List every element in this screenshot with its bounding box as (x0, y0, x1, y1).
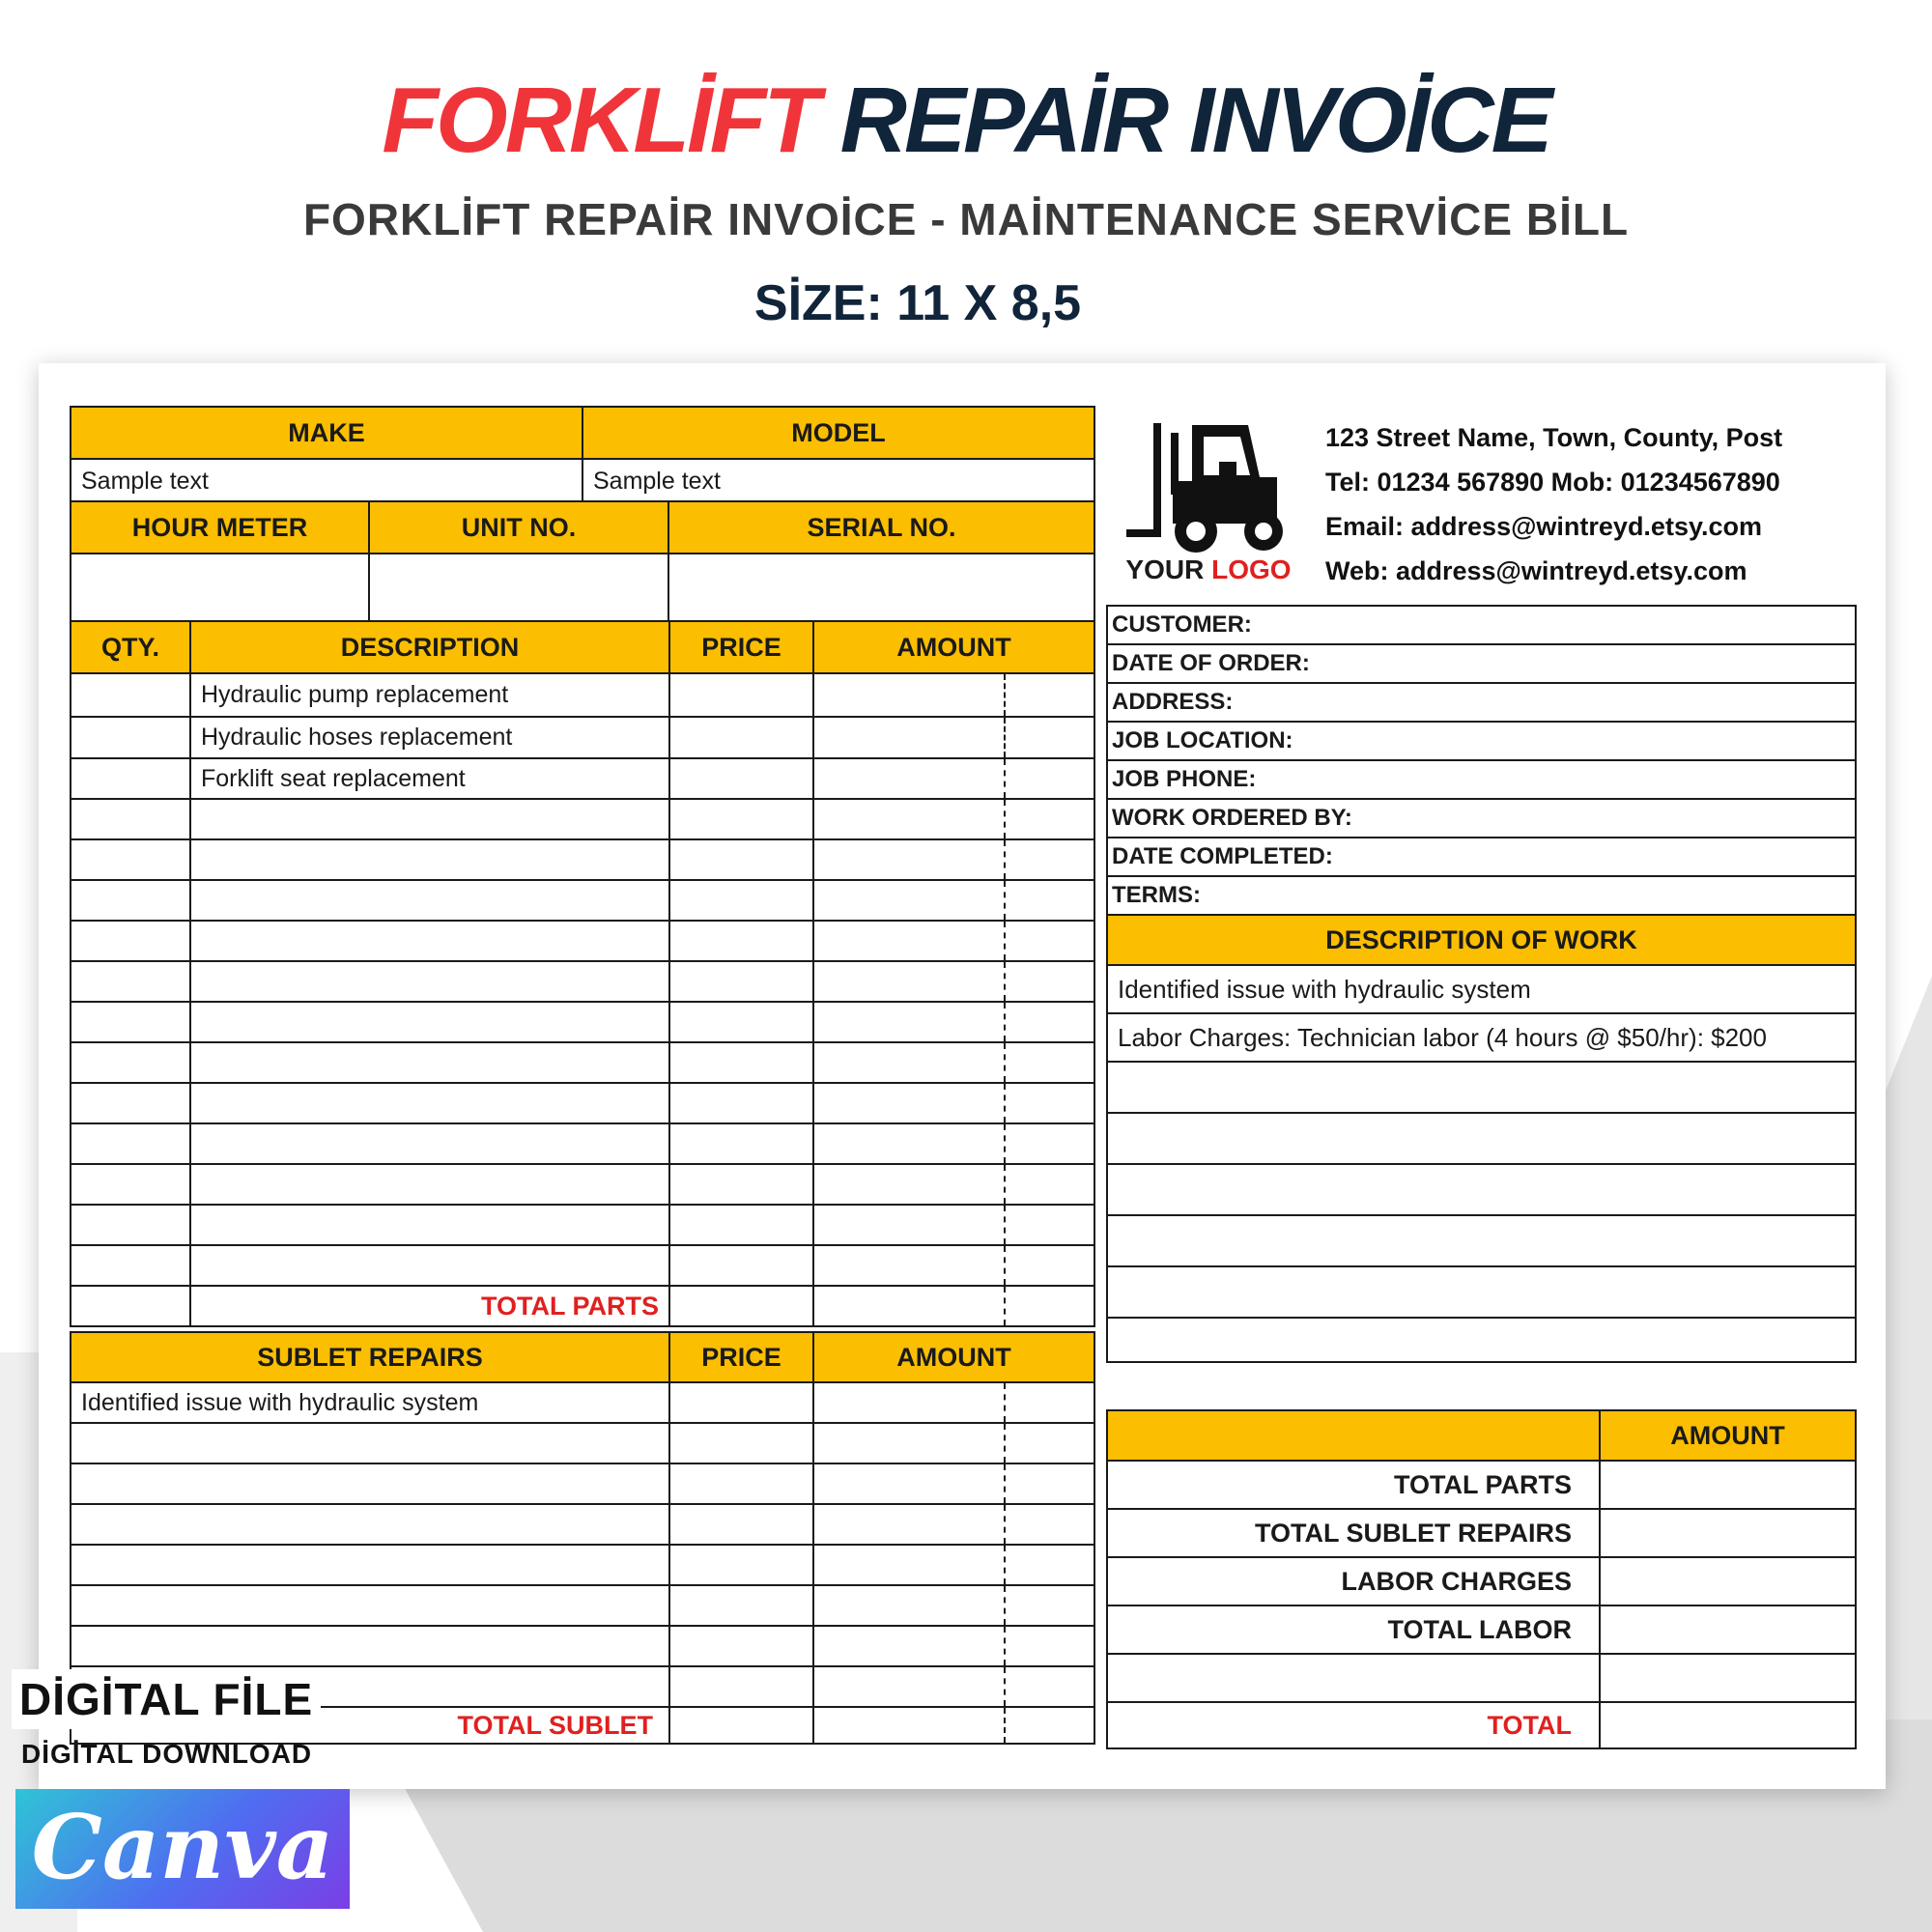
parts-amount-cell[interactable] (813, 673, 1094, 717)
sublet-price-header: PRICE (669, 1332, 813, 1382)
parts-description-cell[interactable] (190, 1205, 669, 1245)
parts-amount-cell[interactable] (813, 880, 1094, 921)
unit-no-header: UNIT NO. (369, 501, 668, 554)
customer-info-row (1107, 838, 1856, 876)
sublet-description-cell[interactable]: Identified issue with hydraulic system (71, 1382, 669, 1423)
parts-row (71, 1164, 1094, 1205)
parts-qty-cell[interactable] (71, 1123, 190, 1164)
parts-row (71, 921, 1094, 961)
work-description-cell[interactable] (1107, 1062, 1856, 1113)
logo-text-dark: YOUR (1125, 554, 1212, 584)
sublet-description-cell[interactable] (71, 1545, 669, 1585)
parts-description-cell[interactable] (190, 961, 669, 1002)
sublet-amount-cell[interactable] (813, 1504, 1094, 1545)
parts-price-cell[interactable] (669, 880, 813, 921)
sublet-row (71, 1626, 1094, 1666)
parts-amount-cell[interactable] (813, 758, 1094, 799)
parts-row (71, 1205, 1094, 1245)
parts-price-cell[interactable] (669, 1123, 813, 1164)
parts-row (71, 1245, 1094, 1286)
summary-row (1107, 1557, 1856, 1605)
contact-web: Web: address@wintreyd.etsy.com (1325, 556, 1747, 585)
sublet-row (71, 1585, 1094, 1626)
parts-price-cell[interactable] (669, 839, 813, 880)
summary-amount-cell[interactable] (1600, 1605, 1856, 1654)
sublet-price-cell[interactable] (669, 1504, 813, 1545)
parts-qty-cell[interactable] (71, 880, 190, 921)
sublet-price-cell[interactable] (669, 1463, 813, 1504)
parts-amount-cell[interactable] (813, 1083, 1094, 1123)
meter-table (70, 500, 1095, 622)
work-row (1107, 1113, 1856, 1164)
canva-badge (15, 1789, 350, 1909)
sublet-amount-cell[interactable] (813, 1626, 1094, 1666)
customer-info-field[interactable]: CUSTOMER: (1107, 606, 1856, 644)
make-header: MAKE (71, 407, 582, 459)
sublet-description-cell[interactable] (71, 1504, 669, 1545)
total-sublet-price-cell[interactable] (669, 1707, 813, 1744)
summary-total-row (1107, 1702, 1856, 1748)
total-parts-amount-cell[interactable] (813, 1286, 1094, 1326)
sublet-amount-cell[interactable] (813, 1463, 1094, 1504)
parts-description-cell[interactable] (190, 880, 669, 921)
parts-qty-cell[interactable] (71, 758, 190, 799)
parts-row (71, 1002, 1094, 1042)
sublet-amount-header: AMOUNT (813, 1332, 1094, 1382)
contact-phone: Tel: 01234 567890 Mob: 01234567890 (1325, 468, 1780, 497)
logo-text-red: LOGO (1211, 554, 1292, 584)
sublet-description-cell[interactable] (71, 1585, 669, 1626)
parts-description-cell[interactable] (190, 1002, 669, 1042)
customer-info-field[interactable]: JOB PHONE: (1107, 760, 1856, 799)
parts-amount-cell[interactable] (813, 921, 1094, 961)
parts-price-cell[interactable] (669, 1205, 813, 1245)
parts-amount-cell[interactable] (813, 799, 1094, 839)
price-header: PRICE (669, 621, 813, 673)
serial-no-header: SERIAL NO. (668, 501, 1094, 554)
parts-description-cell[interactable] (190, 1245, 669, 1286)
parts-amount-cell[interactable] (813, 1245, 1094, 1286)
summary-total-label: TOTAL (1107, 1702, 1600, 1748)
parts-qty-cell[interactable] (71, 839, 190, 880)
parts-price-cell[interactable] (669, 758, 813, 799)
description-header: DESCRIPTION (190, 621, 669, 673)
sublet-description-cell[interactable] (71, 1626, 669, 1666)
parts-description-cell[interactable]: Forklift seat replacement (190, 758, 669, 799)
total-sublet-label: TOTAL SUBLET (71, 1707, 669, 1744)
work-description-cell[interactable] (1107, 1113, 1856, 1164)
parts-price-cell[interactable] (669, 921, 813, 961)
work-row (1107, 1062, 1856, 1113)
parts-description-cell[interactable] (190, 1042, 669, 1083)
sublet-price-cell[interactable] (669, 1382, 813, 1423)
parts-qty-cell[interactable] (71, 1042, 190, 1083)
summary-row (1107, 1461, 1856, 1509)
parts-qty-cell[interactable] (71, 961, 190, 1002)
parts-description-cell[interactable] (190, 1123, 669, 1164)
sublet-amount-cell[interactable] (813, 1585, 1094, 1626)
summary-blank-header (1107, 1410, 1600, 1461)
parts-qty-cell[interactable] (71, 717, 190, 758)
parts-qty-cell[interactable] (71, 673, 190, 717)
work-description-header: DESCRIPTION OF WORK (1107, 915, 1856, 965)
parts-description-cell[interactable] (190, 839, 669, 880)
summary-label (1107, 1654, 1600, 1702)
parts-amount-cell[interactable] (813, 1123, 1094, 1164)
parts-price-cell[interactable] (669, 717, 813, 758)
parts-description-cell[interactable]: Hydraulic pump replacement (190, 673, 669, 717)
summary-label: TOTAL SUBLET REPAIRS (1107, 1509, 1600, 1557)
work-row (1107, 1318, 1856, 1362)
parts-qty-cell[interactable] (71, 1002, 190, 1042)
sublet-price-cell[interactable] (669, 1423, 813, 1463)
parts-price-cell[interactable] (669, 961, 813, 1002)
customer-info-row (1107, 799, 1856, 838)
summary-label: LABOR CHARGES (1107, 1557, 1600, 1605)
customer-info-row (1107, 644, 1856, 683)
parts-description-cell[interactable] (190, 921, 669, 961)
parts-row (71, 839, 1094, 880)
customer-info-field[interactable]: WORK ORDERED BY: (1107, 799, 1856, 838)
sublet-price-cell[interactable] (669, 1666, 813, 1707)
parts-qty-cell[interactable] (71, 1245, 190, 1286)
summary-total-amount-cell[interactable] (1600, 1702, 1856, 1748)
customer-info-field[interactable]: TERMS: (1107, 876, 1856, 915)
work-description-cell[interactable]: Labor Charges: Technician labor (4 hours @ $50/hr): $200 (1107, 1013, 1856, 1062)
sublet-row (71, 1545, 1094, 1585)
customer-info-table (1106, 605, 1857, 916)
work-description-cell[interactable] (1107, 1318, 1856, 1362)
parts-qty-cell[interactable] (71, 799, 190, 839)
canva-logo-text: Canva (31, 1795, 334, 1899)
sublet-price-cell[interactable] (669, 1626, 813, 1666)
sublet-description-cell[interactable] (71, 1463, 669, 1504)
customer-info-field[interactable]: DATE COMPLETED: (1107, 838, 1856, 876)
sublet-price-cell[interactable] (669, 1585, 813, 1626)
total-sublet-amount-cell[interactable] (813, 1707, 1094, 1744)
parts-price-cell[interactable] (669, 1245, 813, 1286)
customer-info-row (1107, 722, 1856, 760)
digital-download-label: DİGİTAL DOWNLOAD (21, 1739, 313, 1769)
parts-amount-cell[interactable] (813, 1164, 1094, 1205)
work-row (1107, 1215, 1856, 1266)
work-row (1107, 1013, 1856, 1062)
parts-row (71, 1123, 1094, 1164)
sublet-row (71, 1382, 1094, 1423)
model-value[interactable]: Sample text (582, 459, 1094, 503)
parts-total-row (71, 1286, 1094, 1326)
parts-row (71, 961, 1094, 1002)
parts-qty-cell[interactable] (71, 921, 190, 961)
parts-amount-cell[interactable] (813, 1205, 1094, 1245)
parts-row (71, 880, 1094, 921)
parts-amount-cell[interactable] (813, 839, 1094, 880)
parts-row (71, 1042, 1094, 1083)
model-header: MODEL (582, 407, 1094, 459)
hour-meter-value[interactable] (71, 554, 369, 621)
summary-amount-cell[interactable] (1600, 1509, 1856, 1557)
make-model-table (70, 406, 1095, 504)
summary-row (1107, 1654, 1856, 1702)
summary-label: TOTAL LABOR (1107, 1605, 1600, 1654)
work-row (1107, 1164, 1856, 1215)
parts-amount-cell[interactable] (813, 717, 1094, 758)
digital-file-badge: DİGİTAL FİLE (12, 1669, 321, 1729)
parts-amount-cell[interactable] (813, 1002, 1094, 1042)
summary-row (1107, 1605, 1856, 1654)
customer-info-row (1107, 683, 1856, 722)
main-title-red: FORKLİFT (382, 69, 817, 172)
size-line: SİZE: 11 X 8,5 (753, 275, 1082, 331)
summary-amount-header: AMOUNT (1600, 1410, 1856, 1461)
main-title (0, 68, 1932, 174)
parts-row (71, 799, 1094, 839)
work-row (1107, 965, 1856, 1013)
parts-price-cell[interactable] (669, 673, 813, 717)
parts-row (71, 1083, 1094, 1123)
work-row (1107, 1266, 1856, 1318)
sublet-description-cell[interactable] (71, 1423, 669, 1463)
work-description-cell[interactable] (1107, 1164, 1856, 1215)
summary-amount-cell[interactable] (1600, 1461, 1856, 1509)
customer-info-row (1107, 760, 1856, 799)
customer-info-row (1107, 606, 1856, 644)
parts-row (71, 758, 1094, 799)
logo-text (1107, 554, 1310, 585)
contact-address: 123 Street Name, Town, County, Post (1325, 423, 1783, 452)
make-value[interactable]: Sample text (71, 459, 582, 503)
sublet-amount-cell[interactable] (813, 1666, 1094, 1707)
work-description-cell[interactable] (1107, 1266, 1856, 1318)
unit-no-value[interactable] (369, 554, 668, 621)
work-description-cell[interactable] (1107, 1215, 1856, 1266)
parts-amount-cell[interactable] (813, 1042, 1094, 1083)
parts-description-cell[interactable]: Hydraulic hoses replacement (190, 717, 669, 758)
total-parts-label: TOTAL PARTS (190, 1286, 669, 1326)
parts-qty-cell[interactable] (71, 1205, 190, 1245)
customer-info-row (1107, 876, 1856, 915)
summary-amount-cell[interactable] (1600, 1557, 1856, 1605)
parts-price-cell[interactable] (669, 1164, 813, 1205)
summary-label: TOTAL PARTS (1107, 1461, 1600, 1509)
work-description-cell[interactable]: Identified issue with hydraulic system (1107, 965, 1856, 1013)
parts-row (71, 717, 1094, 758)
qty-header: QTY. (71, 621, 190, 673)
sublet-header: SUBLET REPAIRS (71, 1332, 669, 1382)
amount-header: AMOUNT (813, 621, 1094, 673)
sublet-row (71, 1463, 1094, 1504)
sublet-amount-cell[interactable] (813, 1545, 1094, 1585)
contact-email: Email: address@wintreyd.etsy.com (1325, 512, 1762, 541)
parts-description-cell[interactable] (190, 1164, 669, 1205)
customer-info-field[interactable]: ADDRESS: (1107, 683, 1856, 722)
customer-info-field[interactable]: JOB LOCATION: (1107, 722, 1856, 760)
summary-row (1107, 1509, 1856, 1557)
parts-qty-cell[interactable] (71, 1083, 190, 1123)
summary-amount-cell[interactable] (1600, 1654, 1856, 1702)
parts-qty-cell[interactable] (71, 1164, 190, 1205)
hour-meter-header: HOUR METER (71, 501, 369, 554)
parts-price-cell[interactable] (669, 1002, 813, 1042)
parts-total-qty-cell (71, 1286, 190, 1326)
parts-row (71, 673, 1094, 717)
parts-description-cell[interactable] (190, 1083, 669, 1123)
summary-table (1106, 1409, 1857, 1749)
total-parts-price-cell[interactable] (669, 1286, 813, 1326)
sublet-price-cell[interactable] (669, 1545, 813, 1585)
serial-no-value[interactable] (668, 554, 1094, 621)
work-description-table (1106, 914, 1857, 1363)
sublet-amount-cell[interactable] (813, 1382, 1094, 1423)
sublet-amount-cell[interactable] (813, 1423, 1094, 1463)
subtitle: FORKLİFT REPAİR INVOİCE - MAİNTENANCE SERVİCE BİLL (302, 194, 1630, 244)
parts-price-cell[interactable] (669, 799, 813, 839)
customer-info-field[interactable]: DATE OF ORDER: (1107, 644, 1856, 683)
parts-amount-cell[interactable] (813, 961, 1094, 1002)
parts-table (70, 620, 1095, 1327)
parts-description-cell[interactable] (190, 799, 669, 839)
parts-price-cell[interactable] (669, 1042, 813, 1083)
parts-price-cell[interactable] (669, 1083, 813, 1123)
main-title-dark: REPAİR INVOİCE (839, 69, 1550, 172)
sublet-row (71, 1504, 1094, 1545)
sublet-row (71, 1423, 1094, 1463)
